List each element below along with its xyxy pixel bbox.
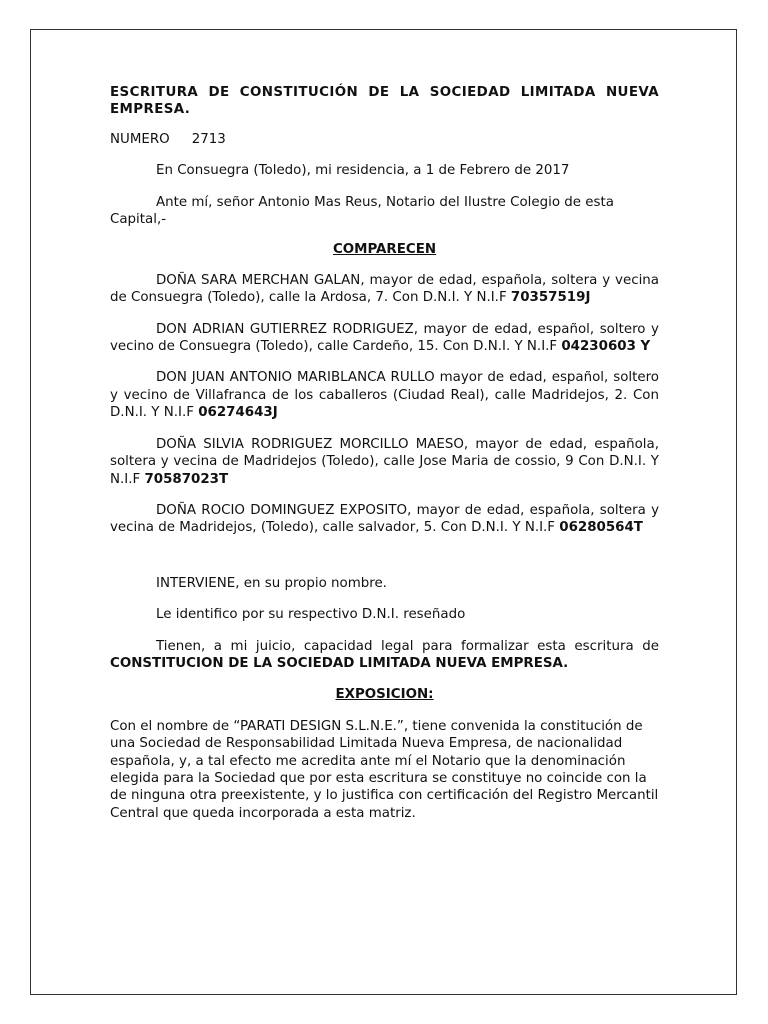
notary-statement: Ante mí, señor Antonio Mas Reus, Notario del Ilustre Colegio de esta Capital,- [110,194,614,228]
identification-statement: Le identifico por su respectivo D.N.I. reseñado [156,607,466,623]
interviene-statement: INTERVIENE, en su propio nombre. [156,575,387,591]
comparecen-heading: COMPARECEN [332,242,437,258]
compareciente-1 [110,272,659,307]
compareciente-text: DOÑA SARA MERCHAN GALAN, mayor de edad, española, soltera y vecina de Consuegra (Toledo), calle la Ardosa, 7. Con D.N.I. Y N.I.F [110,272,659,306]
nif-value: 06274643J [198,405,278,421]
compareciente-2 [110,321,659,356]
compareciente-text: DON JUAN ANTONIO MARIBLANCA RULLO mayor de edad, español, soltero y vecino de Villafranca de los caballeros (Ciudad Real), calle Madridejos, 2. Con D.N.I. Y N.I.F [110,370,659,421]
exposicion-heading: EXPOSICION: [335,687,434,703]
compareciente-5 [110,502,659,537]
compareciente-text: DOÑA SILVIA RODRIGUEZ MORCILLO MAESO, mayor de edad, española, soltera y vecina de Madridejos (Toledo), calle Jose Maria de cossio, 9 Con D.N.I. Y N.I.F [110,436,659,487]
document-body [110,84,659,822]
nif-value: 06280564T [559,520,643,536]
document-number [110,131,659,148]
capacity-text: Tienen, a mi juicio, capacidad legal para formalizar esta escritura de [156,638,659,654]
place-date: En Consuegra (Toledo), mi residencia, a 1 de Febrero de 2017 [156,163,570,179]
compareciente-4 [110,436,659,488]
compareciente-text: DON ADRIAN GUTIERREZ RODRIGUEZ, mayor de edad, español, soltero y vecino de Consuegra (Toledo), calle Cardeño, 15. Con D.N.I. Y N.I.F [110,321,659,355]
nif-value: 70587023T [144,471,229,487]
nif-value: 70357519J [510,290,591,306]
capacity-bold: CONSTITUCION DE LA SOCIEDAD LIMITADA NUEVA EMPRESA. [110,655,569,671]
compareciente-3 [110,369,659,421]
compareciente-text: DOÑA ROCIO DOMINGUEZ EXPOSITO, mayor de edad, española, soltera y vecina de Madridejos, (Toledo), calle salvador, 5. Con D.N.I. Y N.I.F [110,502,659,536]
number-label: NUMERO [110,131,170,147]
number-value: 2713 [191,131,226,147]
nif-value: 04230603 Y [561,339,651,355]
document-title: ESCRITURA DE CONSTITUCIÓN DE LA SOCIEDAD LIMITADA NUEVA EMPRESA. [110,85,659,118]
exposicion-paragraph: Con el nombre de “PARATI DESIGN S.L.N.E.”, tiene convenida la constitución de una Sociedad de Responsabilidad Limitada Nueva Empresa, de nacionalidad española, y, a tal efecto me acredita ante mí el Notario que la denominación elegida para la Sociedad que por esta escritura se constituye no coincide con la de ninguna otra preexistente, y lo justifica con certificación del Registro Mercantil Central que queda incorporada a esta matriz. [110,718,659,821]
capacity-statement [110,638,659,673]
